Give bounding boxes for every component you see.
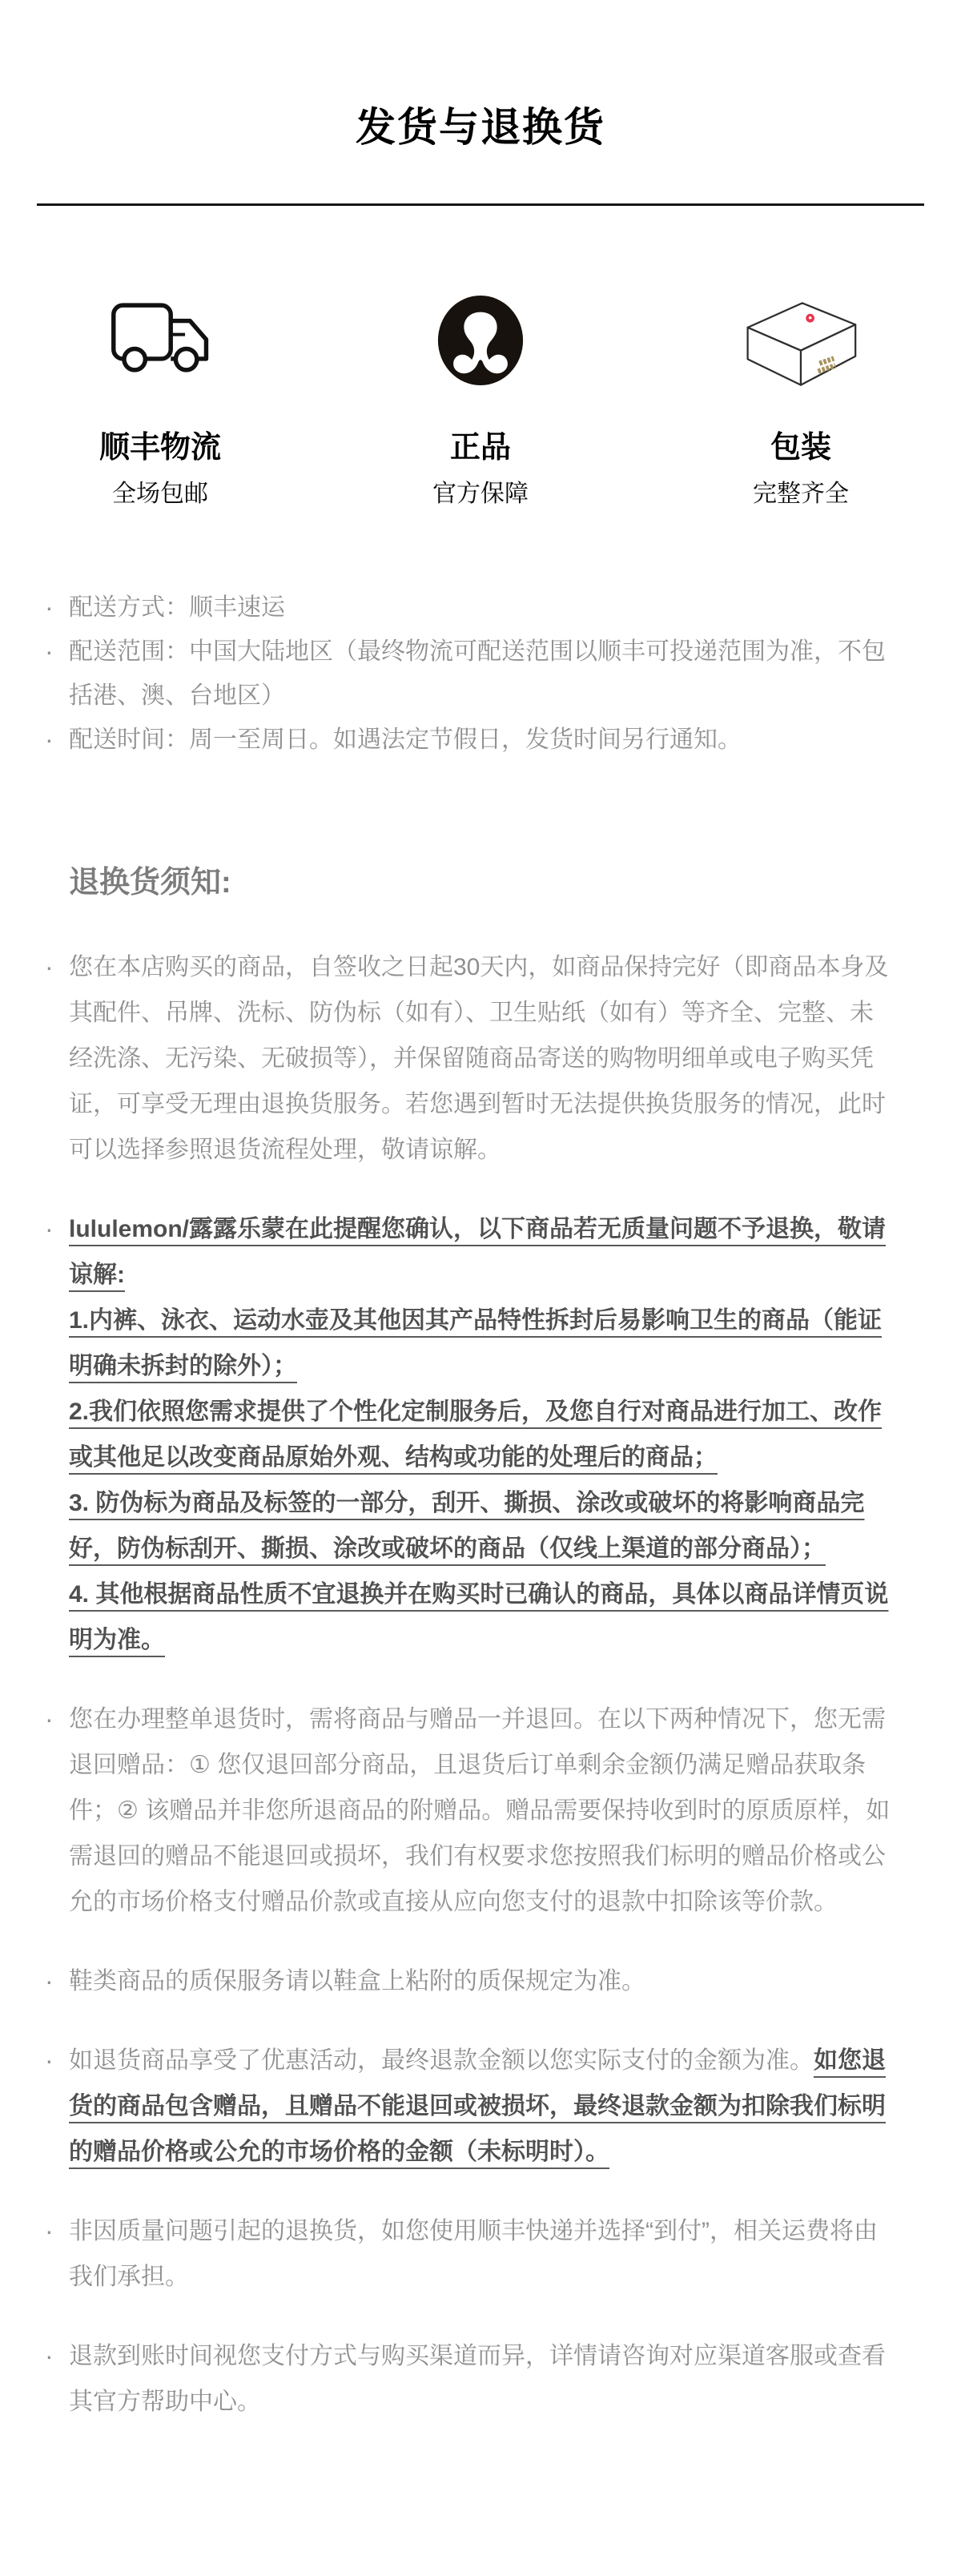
feature-title-logistics: 顺丰物流	[99, 431, 221, 465]
package-box-icon	[641, 292, 961, 388]
feature-sub-logistics: 全场包邮	[112, 481, 208, 507]
page-title: 发货与退换货	[356, 105, 605, 150]
feature-packaging	[641, 292, 961, 510]
refund-amount-lead: 如退货商品享受了优惠活动，最终退款金额以您实际支付的金额为准。	[69, 2047, 814, 2074]
feature-logistics	[0, 292, 320, 510]
shipping-time-item	[69, 718, 895, 762]
feature-sub-packaging: 完整齐全	[753, 481, 849, 507]
non-returnable-rule-2: 2.我们依照您需求提供了个性化定制服务后，及您自行对商品进行加工、改作或其他足以改变商品原始外观、结构或功能的处理后的商品；	[69, 1399, 883, 1471]
returns-item-gifts	[69, 1697, 895, 1925]
returns-item-gifts-text: 您在办理整单退货时，需将商品与赠品一并退回。在以下两种情况下，您无需退回赠品：① 您仅退回部分商品，且退货后订单剩余金额仍满足赠品获取条件；② 该赠品并非您所退商品的附赠品。赠品需要保持收到时的原质原样，如需退回的赠品不能退回或损坏，我们有权要求您按照我们标明的赠品价格或公允的市场价格支付赠品价款或直接从应向您支付的退款中扣除该等价款。	[69, 1706, 891, 1915]
returns-item-shoes-text: 鞋类商品的质保服务请以鞋盒上粘附的质保规定为准。	[69, 1968, 645, 1994]
shipping-time-text: 配送时间：周一至周日。如遇法定节假日，发货时间另行通知。	[69, 727, 742, 753]
feature-title-packaging: 包装	[770, 431, 831, 465]
shipping-method-text: 配送方式：顺丰速运	[69, 594, 285, 621]
non-returnable-intro: · lululemon/露露乐蒙在此提醒您确认，以下商品若无质量问题不予退换，敬请谅解:	[69, 1216, 886, 1288]
truck-icon	[0, 292, 320, 388]
feature-title-authentic: 正品	[449, 431, 511, 465]
shipping-method-item	[69, 586, 895, 630]
returns-item-30days-text: 您在本店购买的商品，自签收之日起30天内，如商品保持完好（即商品本身及其配件、吊牌、洗标、防伪标（如有）、卫生贴纸（如有）等齐全、完整、未经洗涤、无污染、无破损等），并保留随商品寄送的购物明细单或电子购买凭证，可享受无理由退换货服务。若您遇到暂时无法提供换货服务的情况，此时可以选择参照退货流程处理，敬请谅解。	[69, 954, 889, 1163]
refund-amount-emphasis: 如您退货的商品包含赠品，且赠品不能退回或被损坏，最终退款金额为扣除我们标明的赠品价格或公允的市场价格的金额（未标明时）。	[69, 2047, 886, 2165]
non-returnable-rule-4: 4. 其他根据商品性质不宜退换并在购买时已确认的商品，具体以商品详情页说明为准。	[69, 1581, 889, 1653]
non-returnable-rule-1: 1.内裤、泳衣、运动水壶及其他因其产品特性拆封后易影响卫生的商品（能证明确未拆封的除外）；	[69, 1307, 883, 1379]
returns-item-shoes	[69, 1958, 895, 2004]
feature-sub-authentic: 官方保障	[432, 481, 529, 507]
feature-row	[0, 292, 961, 510]
returns-item-freight-text: 非因质量问题引起的退换货，如您使用顺丰快递并选择“到付”，相关运费将由我们承担。	[69, 2218, 878, 2290]
returns-item-refund-time	[69, 2333, 895, 2425]
lululemon-logo-icon	[320, 292, 641, 388]
returns-item-non-returnable	[69, 1206, 895, 1663]
returns-heading: 退换货须知:	[69, 866, 231, 900]
returns-item-30days	[69, 944, 895, 1173]
returns-item-refund-amount	[69, 2038, 895, 2175]
feature-authentic	[320, 292, 641, 510]
shipping-region-item	[69, 630, 895, 718]
returns-item-freight	[69, 2208, 895, 2300]
shipping-region-text: 配送范围：中国大陆地区（最终物流可配送范围以顺丰可投递范围为准，不包括港、澳、台地区）	[69, 638, 886, 709]
shipping-info-list	[0, 586, 961, 762]
returns-policy-list	[0, 944, 961, 2425]
divider-line	[37, 203, 924, 206]
non-returnable-rule-3: 3. 防伪标为商品及标签的一部分，刮开、撕损、涂改或破坏的将影响商品完好，防伪标刮开、撕损、涂改或破坏的商品（仅线上渠道的部分商品）；	[69, 1490, 865, 1562]
returns-item-refund-time-text: 退款到账时间视您支付方式与购买渠道而异，详情请咨询对应渠道客服或查看其官方帮助中心。	[69, 2343, 886, 2415]
